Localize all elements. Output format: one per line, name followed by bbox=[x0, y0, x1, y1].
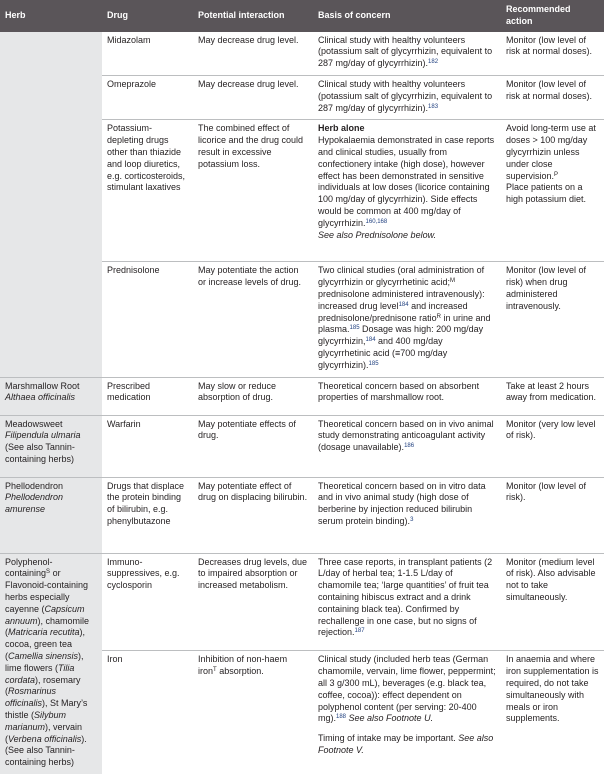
table-row bbox=[0, 32, 604, 76]
header-action: Recommended action bbox=[501, 0, 604, 32]
action-cell: Monitor (low level of risk). bbox=[501, 477, 604, 553]
drug-cell: Warfarin bbox=[102, 415, 193, 477]
reference-superscript: 182 bbox=[428, 59, 439, 66]
interaction-cell: May potentiate the action or increase levels of drug. bbox=[193, 262, 313, 377]
header-drug: Drug bbox=[102, 0, 193, 32]
basis-heading: Herb alone bbox=[318, 123, 365, 134]
action-cell: Monitor (very low level of risk). bbox=[501, 415, 604, 477]
basis-cell: Clinical study with healthy volunteers (potassium salt of glycyrrhizin, equivalent to 287 mg/day of glycyrrhizin).$^{182}$ bbox=[313, 32, 501, 76]
drug-cell: Prednisolone bbox=[102, 262, 193, 377]
action-cell: Monitor (medium level of risk). Also advisable not to take simultaneously. bbox=[501, 553, 604, 651]
herb-cell: Marshmallow Root Althaea officinalis bbox=[0, 377, 102, 415]
interaction-cell: Decreases drug levels, due to impaired absorption or increased metabolism. bbox=[193, 553, 313, 651]
table-header-row bbox=[0, 0, 604, 32]
reference-superscript: 183 bbox=[428, 103, 439, 110]
basis-cell: Two clinical studies (oral administration of glycyrrhizin or glycyrrhetinic acid;$^M$ prednisolone administered intravenously): increased drug level$^{184}$ and increased prednisolone/prednisone ratio$^R$ in urine and plasma.$^{185}$ Dosage was high: 200 mg/day glycyrrhizin,$^{184}$ and 400 mg/day glycyrrhetinic acid (≡700 mg/day glycyrrhizin).$^{185}$ bbox=[313, 262, 501, 377]
herb-cell-licorice-continued bbox=[0, 32, 102, 377]
table-row bbox=[0, 477, 604, 553]
basis-cell: Three case reports, in transplant patients (2 L/day of herbal tea; 1-1.5 L/day of chamomile tea; ‘large quantities’ of fruit tea containing hibiscus extract and a drink containing black tea). Confirmed by rechallenge in one case, but no signs of rejection.$^{187}$ bbox=[313, 553, 501, 651]
reference-superscript: 160,168 bbox=[365, 218, 388, 225]
action-cell: Avoid long-term use at doses > 100 mg/day glycyrrhizin unless under close supervision.$^P$ Place patients on a high potassium diet. bbox=[501, 120, 604, 262]
action-cell: Monitor (low level of risk at normal doses). bbox=[501, 75, 604, 119]
basis-cell: Theoretical concern based on in vitro data and in vivo animal study (high dose of berberine by injection reduced bilirubin serum protein binding).$^3$ bbox=[313, 477, 501, 553]
cross-reference: See also Prednisolone below. bbox=[318, 229, 437, 240]
header-herb: Herb bbox=[0, 0, 102, 32]
basis-cell: Herb alone Hypokalaemia demonstrated in case reports and clinical studies, usually from confectionery intake (high dose), however effect has been demonstrated in sensitive individuals at low doses (licorice containing 100 mg/day of glycyrrhizin). Side effects would be common at 400 mg/day of glycyrrhizin.$^{160,168}$ See also Prednisolone below. bbox=[313, 120, 501, 262]
basis-cell: Theoretical concern based on in vivo animal study demonstrating anticoagulant activity (dosage unavailable).$^{186}$ bbox=[313, 415, 501, 477]
drug-cell: Iron bbox=[107, 654, 123, 665]
reference-superscript: 186 bbox=[404, 443, 415, 450]
drug-cell: Potassium-depleting drugs other than thiazide and loop diuretics, e.g. corticosteroids, stimulant laxatives bbox=[102, 120, 193, 262]
header-basis: Basis of concern bbox=[313, 0, 501, 32]
table-row bbox=[0, 377, 604, 415]
drug-cell: Drugs that displace the protein binding of bilirubin, e.g. phenylbutazone bbox=[102, 477, 193, 553]
action-cell: Monitor (low level of risk) when drug administered intravenously. bbox=[501, 262, 604, 377]
interaction-cell: May potentiate effect of drug on displacing bilirubin. bbox=[193, 477, 313, 553]
action-cell: Take at least 2 hours away from medication. bbox=[501, 377, 604, 415]
footnote-superscript: P bbox=[554, 171, 559, 178]
basis-cell: Clinical study (included herb teas (German chamomile, vervain, lime flower, peppermint; all 3 g/300 mL), beverages (e.g. black tea, coffee, cocoa)): effect dependent on polyphenol content (per serving: 20-400 mg).$^{188}$ See also Footnote U. Timing of intake may be important. See also Footnote V. bbox=[318, 654, 496, 756]
basis-cell: Clinical study with healthy volunteers (potassium salt of glycyrrhizin, equivalent to 287 mg/day of glycyrrhizin).$^{183}$ bbox=[313, 75, 501, 119]
interaction-cell: Inhibition of non-haem iron$^T$ absorption. bbox=[198, 654, 288, 677]
basis-cell: Theoretical concern based on absorbent properties of marshmallow root. bbox=[313, 377, 501, 415]
action-cell: In anaemia and where iron supplementation is required, do not take simultaneously with meals or iron supplements. bbox=[506, 654, 599, 724]
reference-superscript: 188 bbox=[336, 714, 347, 721]
table-row bbox=[0, 415, 604, 477]
interaction-cell: May slow or reduce absorption of drug. bbox=[193, 377, 313, 415]
drug-cell: Omeprazole bbox=[102, 75, 193, 119]
action-cell: Monitor (low level of risk at normal doses). bbox=[501, 32, 604, 76]
drug-cell: Immuno-suppressives, e.g. cyclosporin bbox=[102, 553, 193, 651]
reference-superscript: 187 bbox=[354, 628, 365, 635]
interaction-cell: May decrease drug level. bbox=[193, 32, 313, 76]
table-row bbox=[0, 553, 604, 651]
reference-superscript: 3 bbox=[410, 516, 414, 523]
header-interaction: Potential interaction bbox=[193, 0, 313, 32]
herb-cell: Phellodendron Phellodendron amurense bbox=[0, 477, 102, 553]
drug-cell: Prescribed medication bbox=[102, 377, 193, 415]
interaction-cell: May potentiate effects of drug. bbox=[193, 415, 313, 477]
drug-cell: Midazolam bbox=[102, 32, 193, 76]
interaction-cell: The combined effect of licorice and the drug could result in excessive potassium loss. bbox=[193, 120, 313, 262]
interaction-cell: May decrease drug level. bbox=[193, 75, 313, 119]
herb-cell: Meadowsweet Filipendula ulmaria (See also Tannin-containing herbs) bbox=[0, 415, 102, 477]
herb-cell-polyphenol: Polyphenol-containing$^S$ or Flavonoid-containing herbs especially cayenne (Capsicum annuum), chamomile (Matricaria recutita), cocoa, green tea (Camellia sinensis), lime flowers (Tilia cordata), rosemary (Rosmarinus officinalis), St Mary’s thistle (Silybum marianum), vervain (Verbena officinalis). (See also Tannin-containing herbs) bbox=[0, 553, 102, 774]
